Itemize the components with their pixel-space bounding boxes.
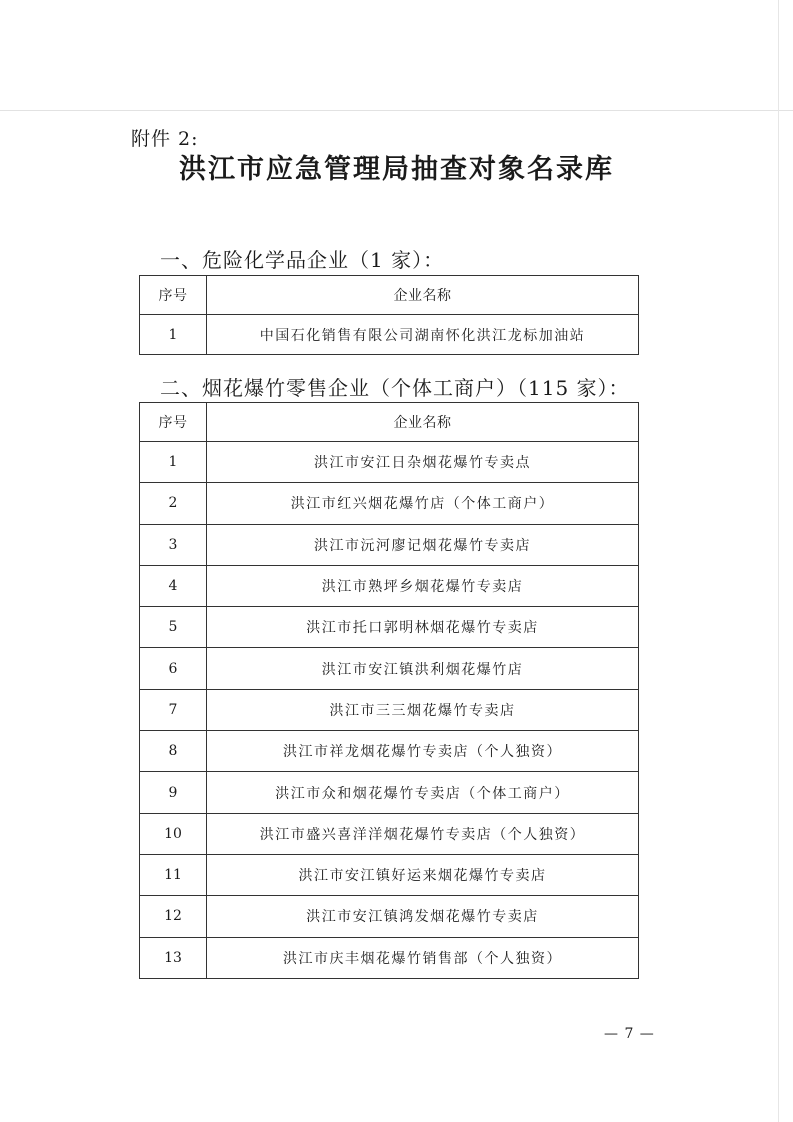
table-row <box>140 524 639 565</box>
row-number: 6 <box>140 648 207 689</box>
enterprise-name: 洪江市安江镇洪利烟花爆竹店 <box>207 648 639 689</box>
table-row <box>140 813 639 854</box>
table-row <box>140 896 639 937</box>
row-number: 11 <box>140 854 207 895</box>
row-number: 7 <box>140 689 207 730</box>
table-header-row <box>140 403 639 442</box>
enterprise-name: 洪江市安江镇好运来烟花爆竹专卖店 <box>207 854 639 895</box>
table-row <box>140 731 639 772</box>
row-number: 13 <box>140 937 207 978</box>
table-row <box>140 937 639 978</box>
table-row <box>140 483 639 524</box>
table-row <box>140 607 639 648</box>
hazardous-chemicals-table <box>139 275 639 355</box>
table-row <box>140 442 639 483</box>
table-header-row <box>140 276 639 315</box>
enterprise-name: 洪江市安江日杂烟花爆竹专卖点 <box>207 442 639 483</box>
column-header-name: 企业名称 <box>207 403 639 442</box>
page-top-rule <box>0 110 793 111</box>
column-header-name: 企业名称 <box>207 276 639 315</box>
enterprise-name: 洪江市众和烟花爆竹专卖店（个体工商户） <box>207 772 639 813</box>
enterprise-name: 洪江市安江镇鸿发烟花爆竹专卖店 <box>207 896 639 937</box>
row-number: 10 <box>140 813 207 854</box>
enterprise-name: 洪江市庆丰烟花爆竹销售部（个人独资） <box>207 937 639 978</box>
enterprise-name: 洪江市熟坪乡烟花爆竹专卖店 <box>207 565 639 606</box>
fireworks-retail-table <box>139 402 639 979</box>
section-heading-hazardous-chemicals: 一、危险化学品企业（1 家）： <box>160 248 445 272</box>
table-row <box>140 854 639 895</box>
page-number: — 7 — <box>604 1026 655 1042</box>
row-number: 12 <box>140 896 207 937</box>
row-number: 3 <box>140 524 207 565</box>
enterprise-name: 洪江市托口郭明林烟花爆竹专卖店 <box>207 607 639 648</box>
enterprise-name: 洪江市祥龙烟花爆竹专卖店（个人独资） <box>207 731 639 772</box>
row-number: 8 <box>140 731 207 772</box>
table-row <box>140 772 639 813</box>
column-header-no: 序号 <box>140 403 207 442</box>
enterprise-name: 洪江市沅河廖记烟花爆竹专卖店 <box>207 524 639 565</box>
table-row <box>140 689 639 730</box>
page-title: 洪江市应急管理局抽查对象名录库 <box>179 154 614 185</box>
row-number: 9 <box>140 772 207 813</box>
attachment-label: 附件 2: <box>131 128 199 150</box>
row-number: 5 <box>140 607 207 648</box>
enterprise-name: 洪江市盛兴喜洋洋烟花爆竹专卖店（个人独资） <box>207 813 639 854</box>
column-header-no: 序号 <box>140 276 207 315</box>
row-number: 2 <box>140 483 207 524</box>
table-row <box>140 648 639 689</box>
enterprise-name: 中国石化销售有限公司湖南怀化洪江龙标加油站 <box>207 315 639 355</box>
enterprise-name: 洪江市三三烟花爆竹专卖店 <box>207 689 639 730</box>
row-number: 1 <box>140 442 207 483</box>
table-row <box>140 315 639 355</box>
table-row <box>140 565 639 606</box>
row-number: 4 <box>140 565 207 606</box>
section-heading-fireworks-retail: 二、烟花爆竹零售企业（个体工商户）（115 家）： <box>160 376 630 400</box>
row-number: 1 <box>140 315 207 355</box>
enterprise-name: 洪江市红兴烟花爆竹店（个体工商户） <box>207 483 639 524</box>
